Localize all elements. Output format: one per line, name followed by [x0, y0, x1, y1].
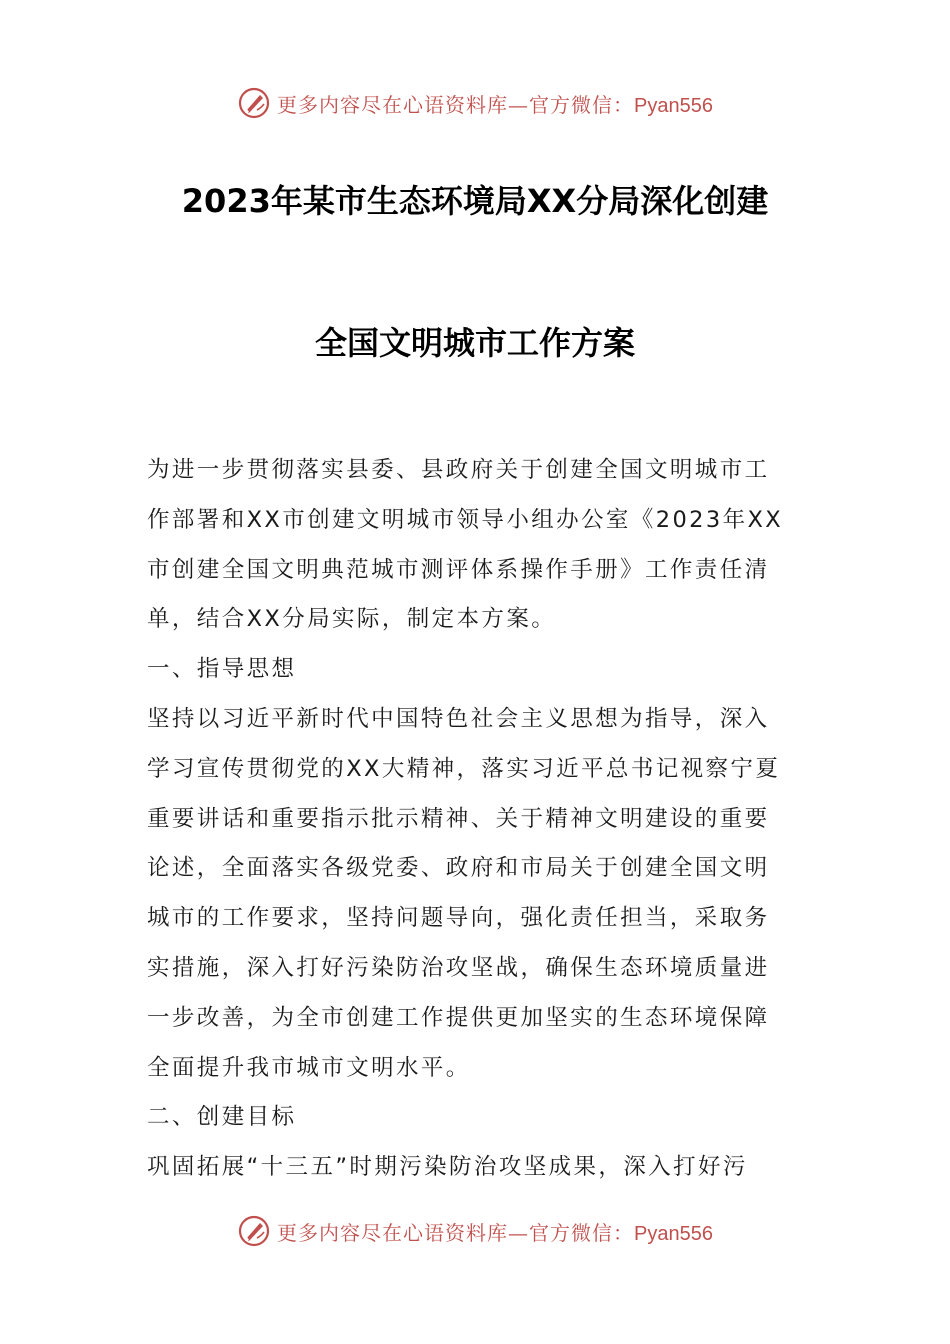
- body-line: 重要讲话和重要指示批示精神、关于精神文明建设的重要: [147, 805, 770, 832]
- body-line: 论述，全面落实各级党委、政府和市局关于创建全国文明: [147, 855, 770, 882]
- watermark-text: 更多内容尽在心语资料库—官方微信：Pyan556: [277, 92, 713, 117]
- section-heading-guiding-ideology: 一、指导思想: [147, 656, 297, 683]
- body-line: 市创建全国文明典范城市测评体系操作手册》工作责任清: [147, 556, 770, 583]
- watermark-footer: [0, 1211, 950, 1251]
- section-heading-goals: 二、创建目标: [147, 1104, 297, 1131]
- body-line: 城市的工作要求，坚持问题导向，强化责任担当，采取务: [147, 905, 770, 932]
- body-line: 实措施，深入打好污染防治攻坚战，确保生态环境质量进: [147, 954, 770, 981]
- body-line: 作部署和XX市创建文明城市领导小组办公室《2023年XX: [147, 506, 784, 533]
- watermark-wechat-id: Pyan556: [634, 94, 713, 117]
- body-line: 坚持以习近平新时代中国特色社会主义思想为指导，深入: [147, 705, 770, 732]
- pen-logo-icon: [237, 86, 271, 120]
- document-body: [147, 446, 807, 1193]
- body-line: 一步改善，为全市创建工作提供更加坚实的生态环境保障: [147, 1004, 770, 1031]
- document-title-line-2: 全国文明城市工作方案: [314, 324, 635, 362]
- watermark-header: [0, 83, 950, 123]
- body-line: 单，结合XX分局实际，制定本方案。: [147, 606, 557, 633]
- body-line: 巩固拓展“十三五”时期污染防治攻坚成果，深入打好污: [147, 1154, 748, 1181]
- watermark-text: 更多内容尽在心语资料库—官方微信：Pyan556: [277, 1220, 713, 1245]
- body-line: 学习宣传贯彻党的XX大精神，落实习近平总书记视察宁夏: [147, 755, 781, 782]
- body-line: 为进一步贯彻落实县委、县政府关于创建全国文明城市工: [147, 457, 770, 483]
- body-line: 全面提升我市城市文明水平。: [147, 1054, 471, 1081]
- pen-logo-icon: [237, 1214, 271, 1248]
- document-title-line-1: 2023年某市生态环境局XX分局深化创建: [181, 182, 769, 220]
- watermark-wechat-id: Pyan556: [634, 1222, 713, 1245]
